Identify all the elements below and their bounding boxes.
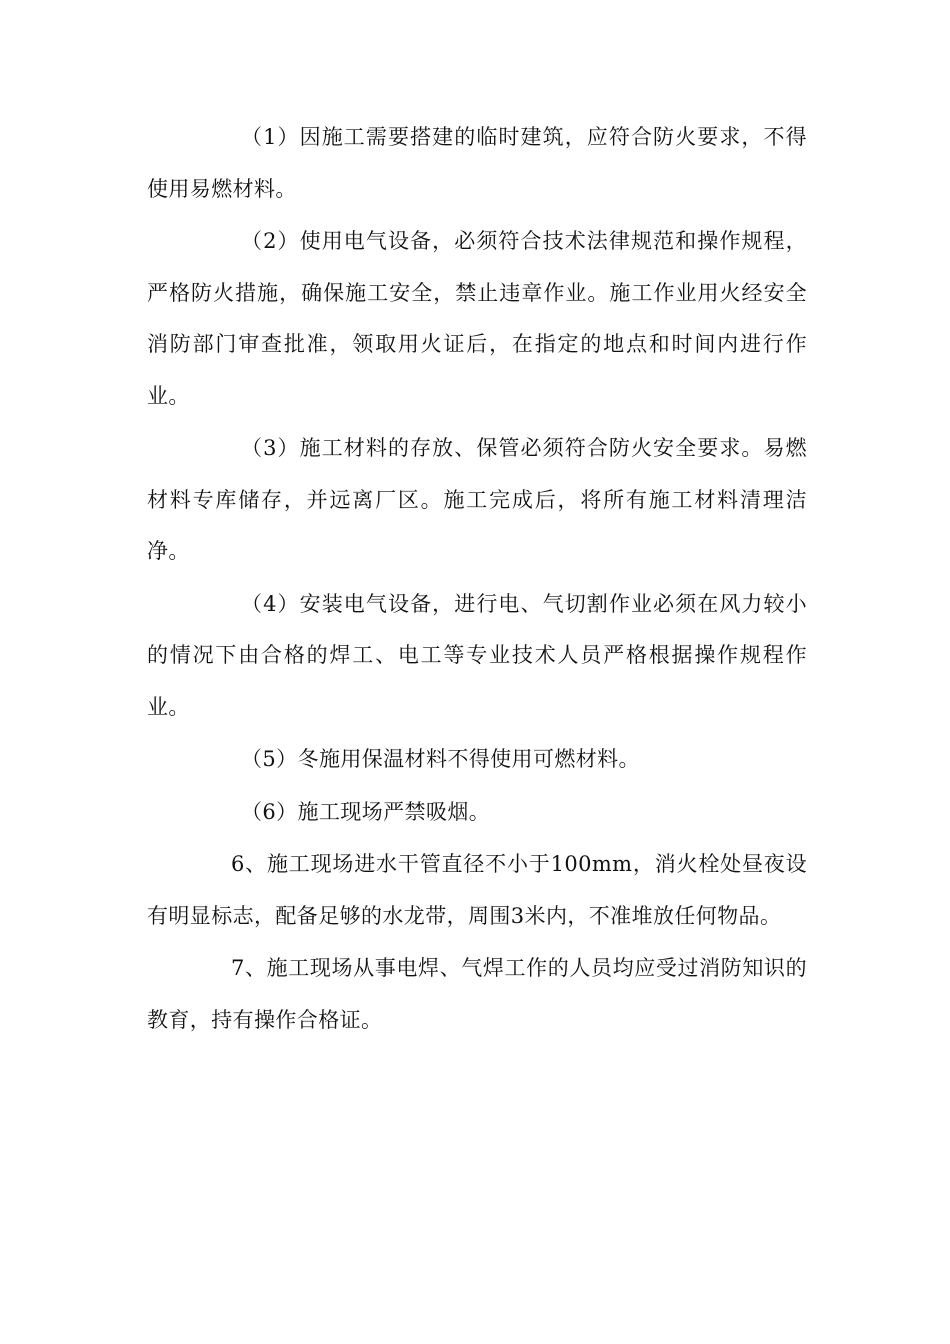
paragraph-2: （2）使用电气设备，必须符合技术法律规范和操作规程，严格防火措施，确保施工安全，禁止违章作业。施工作业用火经安全消防部门审查批准，领取用火证后，在指定的地点和时间内进行作业。 [147, 229, 807, 408]
paragraph-8: 7、施工现场从事电焊、气焊工作的人员均应受过消防知识的教育，持有操作合格证。 [147, 956, 807, 1032]
paragraph-4: （4）安装电气设备，进行电、气切割作业必须在风力较小的情况下由合格的焊工、电工等专业技术人员严格根据操作规程作业。 [147, 591, 807, 719]
document-body [147, 112, 807, 1047]
paragraph-5: （5）冬施用保温材料不得使用可燃材料。 [241, 747, 640, 771]
paragraph-6: （6）施工现场严禁吸烟。 [241, 799, 491, 824]
paragraph-3: （3）施工材料的存放、保管必须符合防火安全要求。易燃材料专库储存，并远离厂区。施工完成后，将所有施工材料清理洁净。 [147, 436, 807, 563]
paragraph-7: 6、施工现场进水干管直径不小于100mm，消火栓处昼夜设有明显标志，配备足够的水龙带，周围3米内，不准堆放任何物品。 [147, 852, 807, 928]
paragraph-1: （1）因施工需要搭建的临时建筑，应符合防火要求，不得使用易燃材料。 [147, 125, 807, 201]
